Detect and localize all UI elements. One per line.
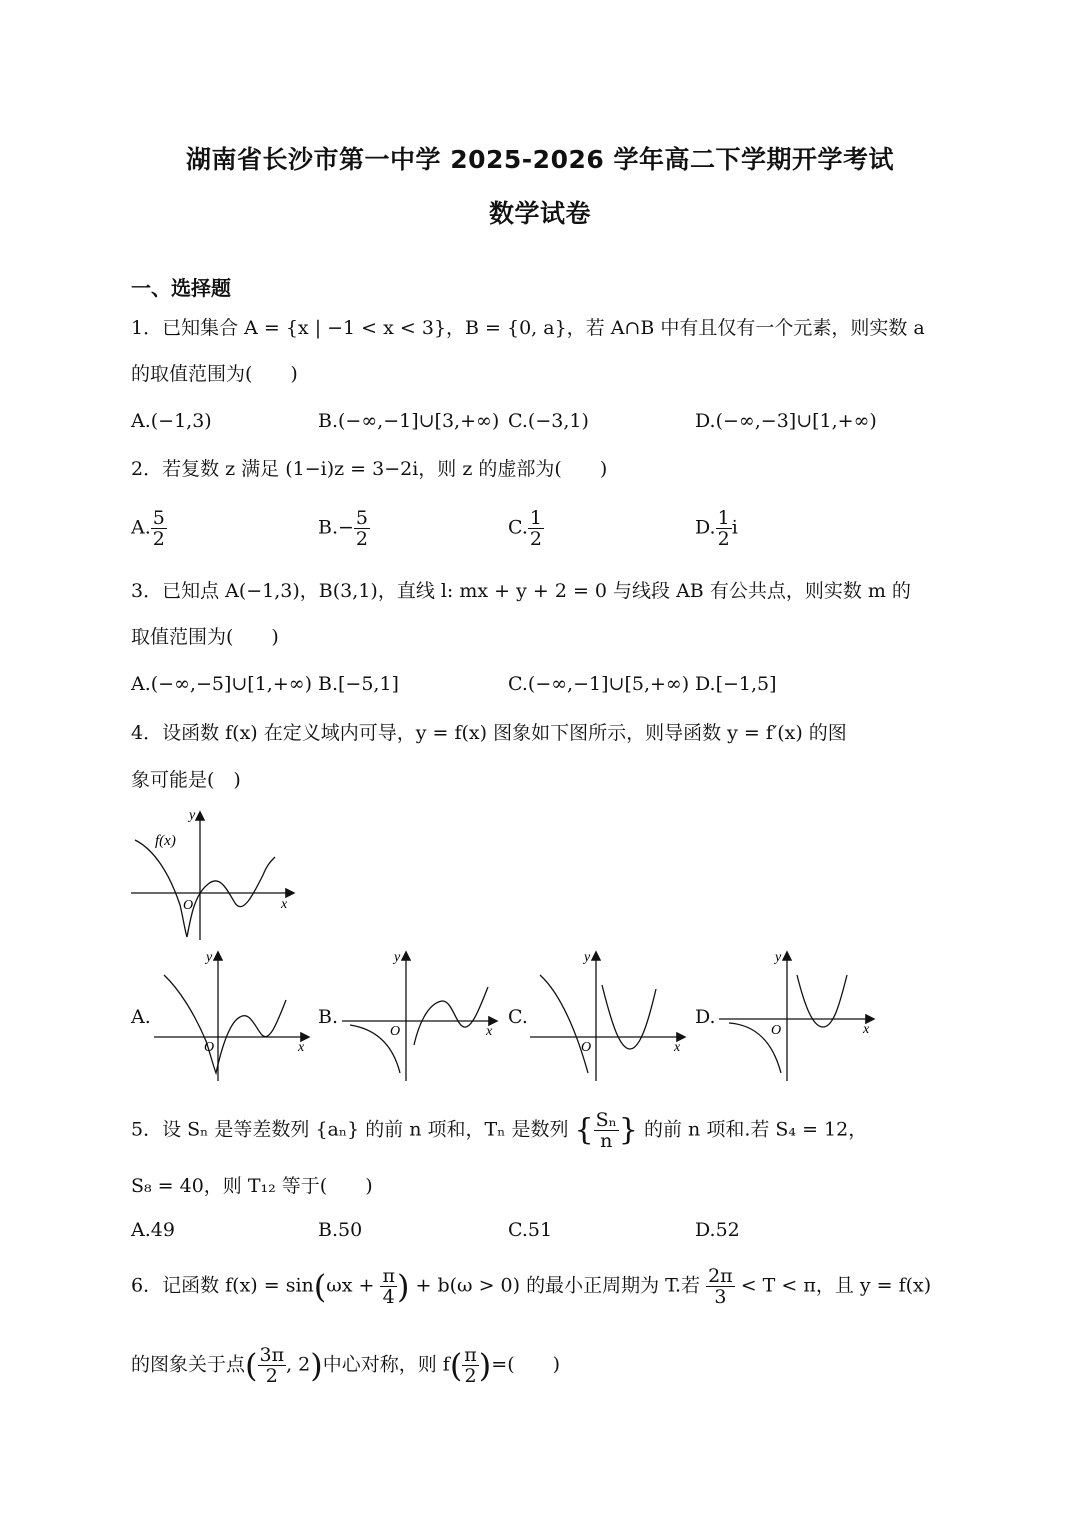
q6-pi4-fraction bbox=[380, 1266, 397, 1307]
q6-pt-num: 3π bbox=[259, 1344, 285, 1366]
q2-option-d bbox=[695, 508, 738, 549]
q6-paren-a: ωx + bbox=[326, 1274, 381, 1297]
q6-pt-den: 2 bbox=[265, 1365, 278, 1387]
q5-stem-b: 的前 n 项和.若 S₄ = 12， bbox=[644, 1118, 868, 1141]
q6-stem-2 bbox=[131, 1345, 560, 1386]
q4-option-b-graph bbox=[338, 945, 503, 1085]
q5-fraction bbox=[594, 1110, 619, 1151]
d-y-label: y bbox=[775, 950, 782, 965]
q6-t-fraction bbox=[706, 1266, 735, 1307]
q2-c-fraction bbox=[528, 508, 544, 549]
q6-pt-fraction bbox=[258, 1345, 287, 1386]
q2-a-den: 2 bbox=[152, 528, 165, 550]
q6-pt-post: , 2 bbox=[286, 1353, 311, 1376]
q2-c-prefix: C. bbox=[508, 516, 528, 539]
q6-pi-den: 4 bbox=[382, 1286, 395, 1308]
q6-stem2-c: =( ) bbox=[491, 1353, 561, 1376]
paren-open-2: ( bbox=[245, 1346, 258, 1385]
q5-option-a: A.49 bbox=[131, 1219, 175, 1241]
q6-stem-c: < T < π，且 y = f(x) bbox=[740, 1274, 932, 1297]
q6-pi-num: π bbox=[382, 1265, 395, 1287]
a-origin-label: O bbox=[204, 1040, 215, 1055]
q2-a-prefix: A. bbox=[131, 516, 151, 539]
a-x-label: x bbox=[298, 1040, 305, 1055]
fx-graph bbox=[125, 805, 300, 945]
q2-d-prefix: D. bbox=[695, 516, 716, 539]
q1-option-d: D.(−∞,−3]∪[1,+∞) bbox=[695, 410, 877, 432]
q1-option-b: B.(−∞,−1]∪[3,+∞) bbox=[318, 410, 500, 432]
q5-stem-a: 5．设 Sₙ 是等差数列 {aₙ} 的前 n 项和，Tₙ 是数列 bbox=[131, 1118, 569, 1141]
q4-option-a-label: A. bbox=[131, 1006, 151, 1028]
q2-d-den: 2 bbox=[717, 528, 730, 550]
q6-f-num: π bbox=[464, 1344, 477, 1366]
q5-stem bbox=[131, 1110, 867, 1151]
brace-left: { bbox=[574, 1112, 594, 1148]
fx-x-label: x bbox=[281, 897, 288, 912]
q2-d-suffix: i bbox=[731, 516, 738, 539]
c-y-label: y bbox=[584, 950, 591, 965]
q2-d-fraction bbox=[716, 508, 732, 549]
b-y-label: y bbox=[394, 950, 401, 965]
q3-option-a: A.(−∞,−5]∪[1,+∞) bbox=[131, 673, 313, 695]
q1-option-c: C.(−3,1) bbox=[508, 410, 589, 432]
q4-option-a-graph bbox=[150, 945, 315, 1085]
q2-b-den: 2 bbox=[355, 528, 369, 550]
q6-stem-a: 6．记函数 f(x) = sin bbox=[131, 1274, 314, 1297]
q2-c-den: 2 bbox=[529, 528, 542, 550]
fx-y-label: y bbox=[189, 808, 196, 823]
d-origin-label: O bbox=[771, 1023, 782, 1038]
q6-stem bbox=[131, 1266, 931, 1307]
q4-option-c-label: C. bbox=[508, 1006, 528, 1028]
q5-frac-den: n bbox=[600, 1130, 613, 1152]
q3-stem-2: 取值范围为( ) bbox=[131, 626, 279, 648]
q5-option-b: B.50 bbox=[318, 1219, 363, 1241]
section-heading: 一、选择题 bbox=[131, 276, 231, 300]
q3-option-d: D.[−1,5] bbox=[695, 673, 777, 695]
paren-close-3: ) bbox=[478, 1346, 492, 1385]
q1-stem: 1．已知集合 A = {x | −1 < x < 3}，B = {0, a}，若 A∩B 中有且仅有一个元素，则实数 a bbox=[131, 317, 925, 339]
q3-option-b: B.[−5,1] bbox=[318, 673, 399, 695]
q4-stem: 4．设函数 f(x) 在定义域内可导，y = f(x) 图象如下图所示，则导函数 y = f′(x) 的图 bbox=[131, 722, 847, 744]
q6-f-fraction bbox=[462, 1345, 479, 1386]
q2-d-num: 1 bbox=[717, 507, 730, 529]
q6-f-den: 2 bbox=[464, 1365, 477, 1387]
exam-title: 湖南省长沙市第一中学 2025-2026 学年高二下学期开学考试 bbox=[186, 145, 894, 174]
q6-t-num: 2π bbox=[708, 1265, 733, 1287]
fx-curve-label: f(x) bbox=[155, 833, 176, 849]
q5-stem-2: S₈ = 40，则 T₁₂ 等于( ) bbox=[131, 1175, 373, 1197]
b-origin-label: O bbox=[390, 1024, 401, 1039]
brace-right: } bbox=[618, 1112, 638, 1148]
paren-open-3: ( bbox=[449, 1346, 463, 1385]
q3-option-c: C.(−∞,−1]∪[5,+∞) bbox=[508, 673, 690, 695]
q4-option-c-graph bbox=[526, 945, 691, 1085]
q2-option-a bbox=[131, 508, 167, 549]
q2-a-fraction bbox=[151, 508, 167, 549]
a-y-label: y bbox=[206, 950, 213, 965]
q2-b-num: 5 bbox=[355, 507, 369, 529]
paren-close-2: ) bbox=[310, 1346, 323, 1385]
q6-t-den: 3 bbox=[714, 1286, 727, 1308]
b-x-label: x bbox=[486, 1024, 493, 1039]
q2-a-num: 5 bbox=[152, 507, 165, 529]
q2-option-b bbox=[318, 508, 370, 549]
q2-b-fraction bbox=[354, 508, 370, 549]
d-x-label: x bbox=[863, 1022, 870, 1037]
q5-frac-num: Sₙ bbox=[595, 1109, 617, 1131]
q5-option-c: C.51 bbox=[508, 1219, 553, 1241]
exam-subtitle: 数学试卷 bbox=[488, 199, 591, 228]
q4-option-d-graph bbox=[715, 945, 880, 1085]
q2-stem: 2．若复数 z 满足 (1−i)z = 3−2i，则 z 的虚部为( ) bbox=[131, 458, 608, 480]
q4-option-b-label: B. bbox=[318, 1006, 339, 1028]
q6-stem2-b: 中心对称，则 f bbox=[322, 1353, 450, 1376]
q1-option-a: A.(−1,3) bbox=[131, 410, 212, 432]
q1-stem-2: 的取值范围为( ) bbox=[131, 363, 298, 385]
q5-option-d: D.52 bbox=[695, 1219, 740, 1241]
c-x-label: x bbox=[674, 1040, 681, 1055]
fx-origin-label: O bbox=[183, 898, 194, 913]
q6-stem2-a: 的图象关于点 bbox=[131, 1353, 246, 1376]
q4-option-d-label: D. bbox=[695, 1006, 716, 1028]
paren-open: ( bbox=[313, 1267, 327, 1306]
paren-close: ) bbox=[396, 1267, 410, 1306]
q6-stem-b: + b(ω > 0) 的最小正周期为 T.若 bbox=[415, 1274, 701, 1297]
q2-c-num: 1 bbox=[529, 507, 542, 529]
q3-stem: 3．已知点 A(−1,3)，B(3,1)，直线 l: mx + y + 2 = 0 与线段 AB 有公共点，则实数 m 的 bbox=[131, 580, 911, 602]
fx-curve-left bbox=[135, 840, 187, 937]
q2-b-prefix: B.− bbox=[318, 516, 354, 539]
c-origin-label: O bbox=[581, 1040, 592, 1055]
q4-stem-2: 象可能是( ) bbox=[131, 769, 241, 791]
q2-option-c bbox=[508, 508, 544, 549]
